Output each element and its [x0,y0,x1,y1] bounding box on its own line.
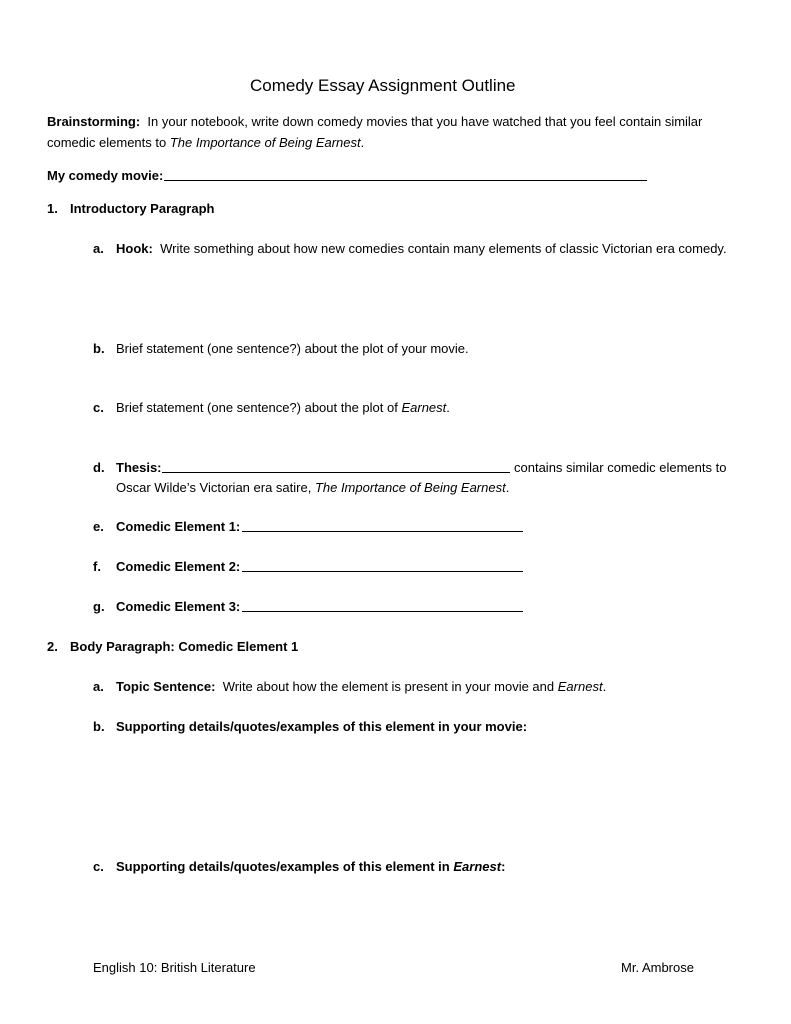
page-title: Comedy Essay Assignment Outline [250,76,516,95]
brainstorm-text-1: In your notebook, write down comedy movies that you have watched that you feel contain similar [147,114,703,129]
item-2c-letter: c. [93,859,104,874]
topic-sentence-text: Write about how the element is present in your movie and [222,679,555,694]
item-1g-letter: g. [93,599,105,614]
comedic-element-3-blank[interactable] [242,599,523,612]
section1-number: 1. [47,201,58,216]
footer-teacher: Mr. Ambrose [621,960,694,975]
item-1c-text: Brief statement (one sentence?) about the plot of [116,400,398,415]
item-1c [116,400,450,416]
topic-sentence-label: Topic Sentence: [116,679,216,694]
item-1f-letter: f. [93,559,101,574]
brainstorm-text-2: comedic elements to [47,135,167,150]
item-2b-letter: b. [93,719,105,734]
comedic-element-2-label: Comedic Element 2: [116,559,241,574]
footer-course: English 10: British Literature [93,960,256,975]
item-1c-letter: c. [93,400,104,415]
thesis-blank[interactable] [162,460,510,473]
brainstorm-end: . [360,135,365,150]
comedic-element-3-label: Comedic Element 3: [116,599,241,614]
section2-heading: Body Paragraph: Comedic Element 1 [70,639,299,654]
thesis-text: contains similar comedic elements to [514,460,727,475]
brainstorm-play-title: The Importance of Being Earnest [169,135,361,150]
thesis-line-2-text: Oscar Wilde’s Victorian era satire, [116,480,312,495]
item-2c-earnest: Earnest [453,859,502,874]
thesis-line-2 [116,480,509,496]
thesis-play-title: The Importance of Being Earnest [314,480,506,495]
item-1a-letter: a. [93,241,104,256]
item-2a [116,679,606,695]
topic-sentence-end: . [602,679,607,694]
section1-heading: Introductory Paragraph [70,201,215,216]
item-1b-letter: b. [93,341,105,356]
item-2a-letter: a. [93,679,104,694]
comedic-element-1-blank[interactable] [242,519,523,532]
item-1c-earnest: Earnest [401,400,447,415]
my-movie-blank[interactable] [164,168,647,181]
thesis-label: Thesis: [116,460,162,475]
brainstorm-label: Brainstorming: [47,114,141,129]
brainstorm-line-1 [47,114,702,130]
item-2c-end: : [501,859,506,874]
item-2c [116,859,505,875]
hook-label: Hook: [116,241,153,256]
thesis-end: . [505,480,510,495]
comedic-element-2-blank[interactable] [242,559,523,572]
item-1c-end: . [446,400,450,415]
brainstorm-line-2 [47,135,364,151]
my-movie-line [47,168,163,184]
hook-text: Write something about how new comedies contain many elements of classic Victorian era comedy. [160,241,727,256]
item-1e-letter: e. [93,519,104,534]
item-2b-label: Supporting details/quotes/examples of this element in your movie: [116,719,528,734]
my-movie-label: My comedy movie: [47,168,164,183]
comedic-element-1-label: Comedic Element 1: [116,519,241,534]
topic-sentence-earnest: Earnest [557,679,603,694]
item-2c-label: Supporting details/quotes/examples of this element in [116,859,450,874]
section2-number: 2. [47,639,58,654]
item-1b-text: Brief statement (one sentence?) about the plot of your movie. [116,341,469,356]
item-1d-letter: d. [93,460,105,475]
item-1a [116,241,727,257]
